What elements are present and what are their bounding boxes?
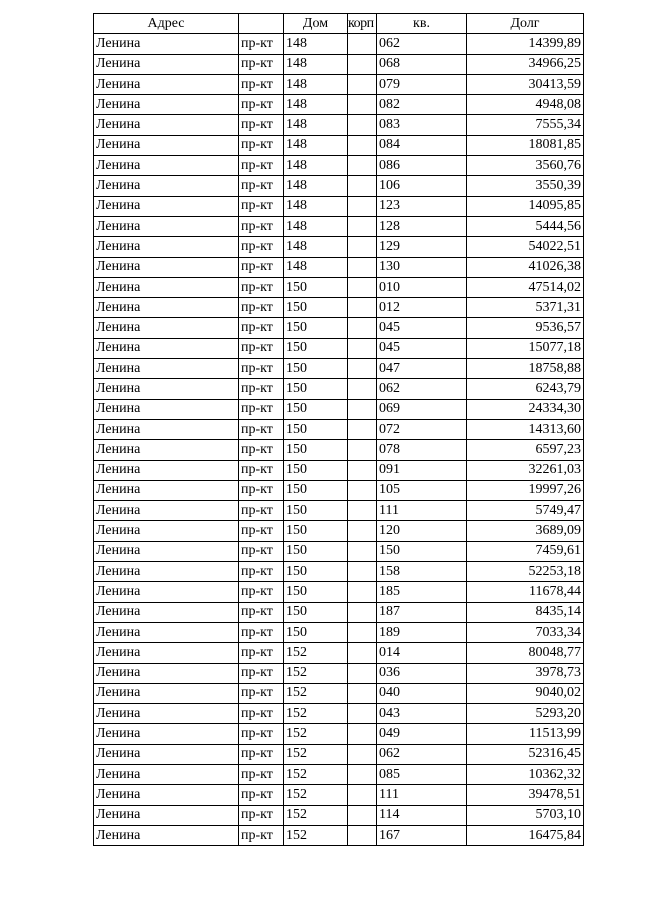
- cell-apartment: 049: [377, 724, 467, 744]
- table-row: [94, 683, 584, 703]
- table-row: [94, 622, 584, 642]
- cell-street: Ленина: [94, 724, 239, 744]
- cell-korpus: [348, 440, 377, 460]
- cell-street-type: пр-кт: [239, 683, 284, 703]
- table-row: [94, 115, 584, 135]
- cell-apartment: 062: [377, 379, 467, 399]
- cell-debt: 3560,76: [467, 156, 584, 176]
- table-row: [94, 176, 584, 196]
- cell-street: Ленина: [94, 744, 239, 764]
- table-row: [94, 298, 584, 318]
- cell-street: Ленина: [94, 237, 239, 257]
- cell-street-type: пр-кт: [239, 541, 284, 561]
- cell-korpus: [348, 135, 377, 155]
- table-row: [94, 521, 584, 541]
- cell-street-type: пр-кт: [239, 359, 284, 379]
- cell-house: 152: [284, 744, 348, 764]
- cell-street: Ленина: [94, 95, 239, 115]
- cell-apartment: 082: [377, 95, 467, 115]
- cell-street-type: пр-кт: [239, 237, 284, 257]
- header-korpus: корп: [348, 14, 377, 34]
- cell-house: 148: [284, 115, 348, 135]
- table-row: [94, 156, 584, 176]
- cell-street: Ленина: [94, 176, 239, 196]
- header-row: [94, 14, 584, 34]
- cell-house: 152: [284, 663, 348, 683]
- table-row: [94, 419, 584, 439]
- cell-street-type: пр-кт: [239, 135, 284, 155]
- cell-korpus: [348, 622, 377, 642]
- cell-street-type: пр-кт: [239, 379, 284, 399]
- cell-street-type: пр-кт: [239, 825, 284, 845]
- cell-house: 148: [284, 54, 348, 74]
- cell-korpus: [348, 298, 377, 318]
- cell-apartment: 069: [377, 399, 467, 419]
- cell-korpus: [348, 582, 377, 602]
- cell-debt: 7555,34: [467, 115, 584, 135]
- cell-house: 148: [284, 95, 348, 115]
- cell-house: 152: [284, 683, 348, 703]
- cell-apartment: 167: [377, 825, 467, 845]
- table-row: [94, 704, 584, 724]
- cell-house: 150: [284, 399, 348, 419]
- cell-street-type: пр-кт: [239, 257, 284, 277]
- cell-street: Ленина: [94, 399, 239, 419]
- table-row: [94, 744, 584, 764]
- cell-house: 150: [284, 602, 348, 622]
- cell-house: 148: [284, 74, 348, 94]
- table-row: [94, 825, 584, 845]
- cell-street-type: пр-кт: [239, 785, 284, 805]
- table-row: [94, 399, 584, 419]
- cell-street: Ленина: [94, 562, 239, 582]
- cell-street: Ленина: [94, 805, 239, 825]
- table-row: [94, 724, 584, 744]
- cell-house: 150: [284, 541, 348, 561]
- cell-apartment: 014: [377, 643, 467, 663]
- table-row: [94, 663, 584, 683]
- cell-debt: 4948,08: [467, 95, 584, 115]
- cell-korpus: [348, 501, 377, 521]
- cell-debt: 14313,60: [467, 419, 584, 439]
- cell-korpus: [348, 176, 377, 196]
- cell-apartment: 010: [377, 277, 467, 297]
- cell-korpus: [348, 156, 377, 176]
- cell-street-type: пр-кт: [239, 34, 284, 54]
- cell-street-type: пр-кт: [239, 562, 284, 582]
- table-row: [94, 440, 584, 460]
- table-row: [94, 216, 584, 236]
- table-row: [94, 359, 584, 379]
- cell-debt: 11678,44: [467, 582, 584, 602]
- cell-street: Ленина: [94, 298, 239, 318]
- cell-apartment: 158: [377, 562, 467, 582]
- cell-korpus: [348, 602, 377, 622]
- debt-table: [93, 13, 584, 846]
- cell-debt: 5703,10: [467, 805, 584, 825]
- cell-debt: 34966,25: [467, 54, 584, 74]
- cell-street-type: пр-кт: [239, 440, 284, 460]
- table-row: [94, 541, 584, 561]
- cell-korpus: [348, 338, 377, 358]
- cell-apartment: 043: [377, 704, 467, 724]
- cell-street-type: пр-кт: [239, 196, 284, 216]
- table-row: [94, 237, 584, 257]
- cell-house: 150: [284, 440, 348, 460]
- cell-korpus: [348, 419, 377, 439]
- header-house: Дом: [284, 14, 348, 34]
- cell-house: 150: [284, 338, 348, 358]
- cell-house: 152: [284, 724, 348, 744]
- cell-apartment: 062: [377, 34, 467, 54]
- cell-house: 150: [284, 318, 348, 338]
- cell-debt: 3550,39: [467, 176, 584, 196]
- cell-street-type: пр-кт: [239, 724, 284, 744]
- cell-house: 150: [284, 419, 348, 439]
- cell-street-type: пр-кт: [239, 277, 284, 297]
- cell-debt: 9040,02: [467, 683, 584, 703]
- cell-house: 150: [284, 622, 348, 642]
- cell-debt: 32261,03: [467, 460, 584, 480]
- cell-apartment: 040: [377, 683, 467, 703]
- cell-street-type: пр-кт: [239, 622, 284, 642]
- cell-korpus: [348, 663, 377, 683]
- cell-house: 150: [284, 379, 348, 399]
- cell-apartment: 150: [377, 541, 467, 561]
- cell-korpus: [348, 825, 377, 845]
- cell-apartment: 130: [377, 257, 467, 277]
- cell-street: Ленина: [94, 825, 239, 845]
- table-body: [94, 34, 584, 846]
- cell-apartment: 045: [377, 318, 467, 338]
- table-row: [94, 785, 584, 805]
- cell-street: Ленина: [94, 460, 239, 480]
- cell-house: 152: [284, 805, 348, 825]
- header-address: Адрес: [94, 14, 239, 34]
- table-row: [94, 257, 584, 277]
- cell-street-type: пр-кт: [239, 643, 284, 663]
- table-row: [94, 74, 584, 94]
- cell-street-type: пр-кт: [239, 805, 284, 825]
- table-row: [94, 54, 584, 74]
- cell-korpus: [348, 379, 377, 399]
- cell-house: 150: [284, 298, 348, 318]
- cell-street-type: пр-кт: [239, 460, 284, 480]
- cell-street-type: пр-кт: [239, 115, 284, 135]
- table-row: [94, 602, 584, 622]
- cell-debt: 5749,47: [467, 501, 584, 521]
- cell-house: 150: [284, 521, 348, 541]
- cell-house: 152: [284, 825, 348, 845]
- cell-korpus: [348, 460, 377, 480]
- cell-street-type: пр-кт: [239, 216, 284, 236]
- cell-debt: 5293,20: [467, 704, 584, 724]
- cell-street: Ленина: [94, 663, 239, 683]
- cell-debt: 19997,26: [467, 480, 584, 500]
- cell-apartment: 045: [377, 338, 467, 358]
- cell-debt: 5371,31: [467, 298, 584, 318]
- cell-apartment: 111: [377, 501, 467, 521]
- cell-street: Ленина: [94, 54, 239, 74]
- cell-debt: 3978,73: [467, 663, 584, 683]
- cell-korpus: [348, 805, 377, 825]
- cell-house: 152: [284, 643, 348, 663]
- cell-korpus: [348, 704, 377, 724]
- cell-apartment: 185: [377, 582, 467, 602]
- cell-apartment: 129: [377, 237, 467, 257]
- table-row: [94, 643, 584, 663]
- cell-korpus: [348, 318, 377, 338]
- cell-street-type: пр-кт: [239, 176, 284, 196]
- cell-street-type: пр-кт: [239, 582, 284, 602]
- cell-apartment: 047: [377, 359, 467, 379]
- cell-korpus: [348, 541, 377, 561]
- cell-korpus: [348, 237, 377, 257]
- cell-debt: 16475,84: [467, 825, 584, 845]
- cell-street: Ленина: [94, 764, 239, 784]
- cell-house: 150: [284, 501, 348, 521]
- cell-debt: 24334,30: [467, 399, 584, 419]
- cell-apartment: 105: [377, 480, 467, 500]
- cell-debt: 8435,14: [467, 602, 584, 622]
- cell-street-type: пр-кт: [239, 663, 284, 683]
- cell-korpus: [348, 95, 377, 115]
- cell-street: Ленина: [94, 602, 239, 622]
- cell-house: 152: [284, 764, 348, 784]
- cell-debt: 52316,45: [467, 744, 584, 764]
- table-row: [94, 379, 584, 399]
- cell-street-type: пр-кт: [239, 338, 284, 358]
- cell-apartment: 091: [377, 460, 467, 480]
- cell-korpus: [348, 74, 377, 94]
- cell-house: 150: [284, 480, 348, 500]
- table-row: [94, 764, 584, 784]
- table-row: [94, 196, 584, 216]
- cell-korpus: [348, 764, 377, 784]
- cell-korpus: [348, 724, 377, 744]
- cell-street: Ленина: [94, 257, 239, 277]
- cell-house: 148: [284, 196, 348, 216]
- cell-street: Ленина: [94, 277, 239, 297]
- cell-debt: 14399,89: [467, 34, 584, 54]
- cell-street: Ленина: [94, 379, 239, 399]
- table-row: [94, 582, 584, 602]
- cell-debt: 7459,61: [467, 541, 584, 561]
- table-row: [94, 318, 584, 338]
- cell-korpus: [348, 196, 377, 216]
- cell-debt: 6243,79: [467, 379, 584, 399]
- cell-apartment: 085: [377, 764, 467, 784]
- cell-debt: 41026,38: [467, 257, 584, 277]
- cell-street: Ленина: [94, 643, 239, 663]
- cell-korpus: [348, 643, 377, 663]
- cell-street-type: пр-кт: [239, 95, 284, 115]
- cell-house: 150: [284, 277, 348, 297]
- cell-debt: 5444,56: [467, 216, 584, 236]
- cell-house: 152: [284, 785, 348, 805]
- table-row: [94, 277, 584, 297]
- cell-apartment: 128: [377, 216, 467, 236]
- cell-street: Ленина: [94, 74, 239, 94]
- cell-street-type: пр-кт: [239, 521, 284, 541]
- cell-apartment: 062: [377, 744, 467, 764]
- cell-house: 148: [284, 237, 348, 257]
- cell-apartment: 083: [377, 115, 467, 135]
- cell-street: Ленина: [94, 440, 239, 460]
- cell-korpus: [348, 399, 377, 419]
- cell-korpus: [348, 277, 377, 297]
- cell-korpus: [348, 683, 377, 703]
- cell-apartment: 036: [377, 663, 467, 683]
- cell-street-type: пр-кт: [239, 480, 284, 500]
- cell-street: Ленина: [94, 156, 239, 176]
- cell-street: Ленина: [94, 135, 239, 155]
- cell-korpus: [348, 115, 377, 135]
- cell-street-type: пр-кт: [239, 602, 284, 622]
- cell-korpus: [348, 480, 377, 500]
- cell-debt: 47514,02: [467, 277, 584, 297]
- cell-street: Ленина: [94, 34, 239, 54]
- table-row: [94, 338, 584, 358]
- cell-house: 148: [284, 135, 348, 155]
- cell-street-type: пр-кт: [239, 74, 284, 94]
- cell-house: 150: [284, 582, 348, 602]
- table-row: [94, 460, 584, 480]
- cell-house: 150: [284, 460, 348, 480]
- cell-house: 148: [284, 216, 348, 236]
- cell-debt: 10362,32: [467, 764, 584, 784]
- cell-korpus: [348, 744, 377, 764]
- cell-street: Ленина: [94, 501, 239, 521]
- table-row: [94, 501, 584, 521]
- cell-korpus: [348, 216, 377, 236]
- cell-debt: 14095,85: [467, 196, 584, 216]
- cell-korpus: [348, 54, 377, 74]
- cell-debt: 15077,18: [467, 338, 584, 358]
- cell-street-type: пр-кт: [239, 501, 284, 521]
- table-row: [94, 562, 584, 582]
- cell-house: 148: [284, 176, 348, 196]
- cell-debt: 3689,09: [467, 521, 584, 541]
- table-row: [94, 95, 584, 115]
- cell-street-type: пр-кт: [239, 764, 284, 784]
- cell-street: Ленина: [94, 582, 239, 602]
- cell-debt: 52253,18: [467, 562, 584, 582]
- cell-apartment: 114: [377, 805, 467, 825]
- cell-apartment: 084: [377, 135, 467, 155]
- cell-debt: 39478,51: [467, 785, 584, 805]
- header-street-type: [239, 14, 284, 34]
- cell-house: 150: [284, 562, 348, 582]
- cell-debt: 18758,88: [467, 359, 584, 379]
- cell-apartment: 079: [377, 74, 467, 94]
- cell-street: Ленина: [94, 419, 239, 439]
- cell-apartment: 012: [377, 298, 467, 318]
- cell-street: Ленина: [94, 115, 239, 135]
- table-header: [94, 14, 584, 34]
- cell-apartment: 086: [377, 156, 467, 176]
- header-debt: Долг: [467, 14, 584, 34]
- cell-house: 150: [284, 359, 348, 379]
- cell-apartment: 072: [377, 419, 467, 439]
- table-row: [94, 34, 584, 54]
- cell-street: Ленина: [94, 359, 239, 379]
- cell-korpus: [348, 359, 377, 379]
- cell-street: Ленина: [94, 541, 239, 561]
- cell-debt: 6597,23: [467, 440, 584, 460]
- table-row: [94, 805, 584, 825]
- cell-debt: 54022,51: [467, 237, 584, 257]
- cell-street: Ленина: [94, 785, 239, 805]
- cell-street: Ленина: [94, 622, 239, 642]
- cell-street-type: пр-кт: [239, 156, 284, 176]
- header-apartment: кв.: [377, 14, 467, 34]
- cell-street-type: пр-кт: [239, 54, 284, 74]
- cell-debt: 18081,85: [467, 135, 584, 155]
- cell-korpus: [348, 785, 377, 805]
- cell-street: Ленина: [94, 480, 239, 500]
- cell-street: Ленина: [94, 521, 239, 541]
- cell-apartment: 187: [377, 602, 467, 622]
- cell-street-type: пр-кт: [239, 298, 284, 318]
- cell-apartment: 120: [377, 521, 467, 541]
- cell-apartment: 189: [377, 622, 467, 642]
- cell-house: 148: [284, 156, 348, 176]
- cell-korpus: [348, 257, 377, 277]
- cell-street-type: пр-кт: [239, 744, 284, 764]
- cell-house: 152: [284, 704, 348, 724]
- table-row: [94, 135, 584, 155]
- cell-house: 148: [284, 34, 348, 54]
- cell-street-type: пр-кт: [239, 704, 284, 724]
- cell-street-type: пр-кт: [239, 318, 284, 338]
- cell-debt: 11513,99: [467, 724, 584, 744]
- cell-debt: 9536,57: [467, 318, 584, 338]
- cell-korpus: [348, 562, 377, 582]
- cell-debt: 7033,34: [467, 622, 584, 642]
- cell-debt: 80048,77: [467, 643, 584, 663]
- cell-apartment: 078: [377, 440, 467, 460]
- cell-apartment: 106: [377, 176, 467, 196]
- cell-korpus: [348, 521, 377, 541]
- cell-apartment: 111: [377, 785, 467, 805]
- cell-debt: 30413,59: [467, 74, 584, 94]
- cell-street: Ленина: [94, 196, 239, 216]
- cell-street: Ленина: [94, 338, 239, 358]
- cell-street: Ленина: [94, 683, 239, 703]
- cell-street: Ленина: [94, 318, 239, 338]
- cell-street-type: пр-кт: [239, 399, 284, 419]
- cell-apartment: 123: [377, 196, 467, 216]
- cell-street: Ленина: [94, 216, 239, 236]
- cell-apartment: 068: [377, 54, 467, 74]
- cell-korpus: [348, 34, 377, 54]
- cell-street: Ленина: [94, 704, 239, 724]
- cell-street-type: пр-кт: [239, 419, 284, 439]
- table-row: [94, 480, 584, 500]
- cell-house: 148: [284, 257, 348, 277]
